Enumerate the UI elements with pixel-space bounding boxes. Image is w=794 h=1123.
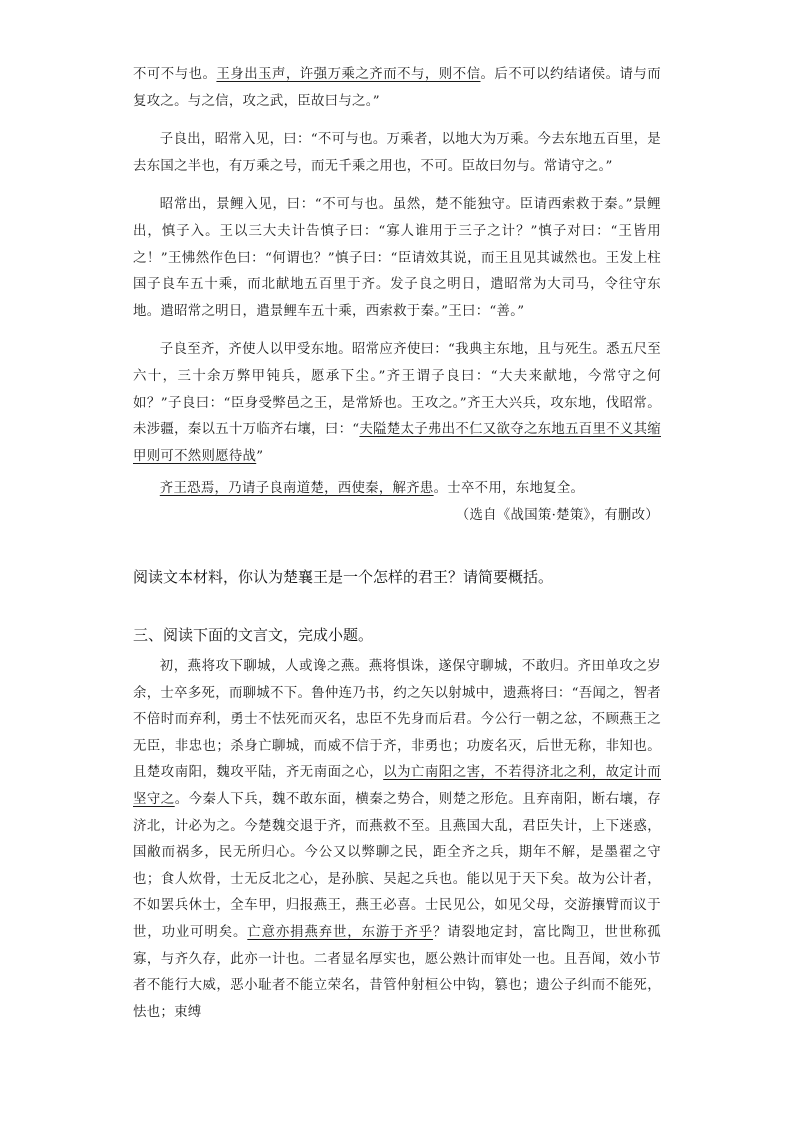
underlined-sentence-3: 齐王恐焉，乃请子良南道楚，西使秦，解齐患: [159, 481, 434, 497]
question-text: 阅读文本材料，你认为楚襄王是一个怎样的君王？请简要概括。: [133, 569, 554, 586]
underlined-sentence-5: 亡意亦捐燕弃世，东游于齐乎: [247, 924, 434, 940]
passage-two-paragraph-1: 初，燕将攻下聊城，人或谗之燕。燕将惧诛，遂保守聊城，不敢归。齐田单攻之岁余，士卒多死，而聊城不下。鲁仲连乃书，约之矢以射城中，遗燕将曰：“吾闻之，智者不倍时而弃利，勇士不怯死而灭名，忠臣不先身而后君。今公行一朝之忿，不顾燕王之无臣，非忠也；杀身亡聊城，而威不信于齐，非勇也；功废名灭，后世无称，非知也。且楚攻南阳，魏攻平陆，齐无南面之心，以为亡南阳之害，不若得济北之利，故定计而坚守之。今秦人下兵，魏不敢东面，横秦之势合，则楚之形危。且弃南阳，断右壤，存济北，计必为之。今楚魏交退于齐，而燕救不至。且燕国大乱，君臣失计，上下迷惑，国敝而祸多，民无所归心。今公又以弊聊之民，距全齐之兵，期年不解，是墨翟之守也；食人炊骨，士无反北之心，是孙膑、吴起之兵也。能以见于天下矣。故为公计者，不如罢兵休士，全车甲，归报燕王，燕王必喜。士民见公，如见父母，交游攘臂而议于世，功业可明矣。亡意亦捐燕弃世，东游于齐乎？请裂地定封，富比陶卫，世世称孤寡，与齐久存，此亦一计也。二者显名厚实也，愿公熟计而审处一也。且吾闻，效小节者不能行大威，恶小耻者不能立荣名，昔管仲射桓公中钩，篡也；遗公子纠而不能死，怯也；束缚: [133, 659, 661, 1020]
passage-one-paragraph-1: 不可不与也。王身出玉声，许强万乘之齐而不与，则不信。后不可以约结诸侯。请与而复攻之。与之信，攻之武，臣故曰与之。”: [133, 67, 661, 109]
passage-one-paragraph-4: 子良至齐，齐使人以甲受东地。昭常应齐使曰：“我典主东地，且与死生。悉五尺至六十，三十余万弊甲钝兵，愿承下尘。”齐王谓子良曰：“大夫来献地，今常守之何如？”子良曰：“臣身受弊邑之王，是常矫也。王攻之。”齐王大兴兵，攻东地，伐昭常。未涉疆，秦以五十万临齐右壤，曰：“夫隘楚太子弗出不仁又欲夺之东地五百里不义其缩甲则可不然则愿待战”: [133, 342, 661, 464]
source-citation: （选自《战国策·楚策》，有删改）: [455, 507, 659, 523]
passage-one-paragraph-5: 齐王恐焉，乃请子良南道楚，西使秦，解齐患。士卒不用，东地复全。: [159, 481, 585, 497]
section-heading: 三、阅读下面的文言文，完成小题。: [133, 627, 374, 644]
passage-two: [133, 654, 661, 1026]
underlined-sentence-1: 王身出玉声，许强万乘之齐而不与，则不信: [216, 67, 481, 82]
passage-one: [133, 62, 661, 530]
passage-one-paragraph-2: 子良出，昭常入见，曰：“不可与也。万乘者，以地大为万乘。今去东地五百里，是去东国之半也，有万乘之号，而无千乘之用也，不可。臣故曰勿与。常请守之。”: [133, 132, 661, 174]
passage-one-paragraph-3: 昭常出，景鲤入见，曰：“不可与也。虽然，楚不能独守。臣请西索救于秦。”景鲤出，慎子入。王以三大夫计告慎子曰：“寡人谁用于三子之计？”慎子对曰：“王皆用之！”王怫然作色曰：“何谓也？”慎子曰：“臣请效其说，而王且见其诚然也。王发上柱国子良车五十乘，而北献地五百里于齐。发子良之明日，遣昭常为大司马，令往守东地。遣昭常之明日，遣景鲤车五十乘，西索救于秦。”王曰：“善。”: [133, 197, 661, 319]
underlined-sentence-4: 以为亡南阳之害，不若得济北之利，故定计而坚守之: [133, 765, 661, 807]
underlined-sentence-2: 夫隘楚太子弗出不仁又欲夺之东地五百里不义其缩甲则可不然则愿待战: [133, 422, 661, 464]
